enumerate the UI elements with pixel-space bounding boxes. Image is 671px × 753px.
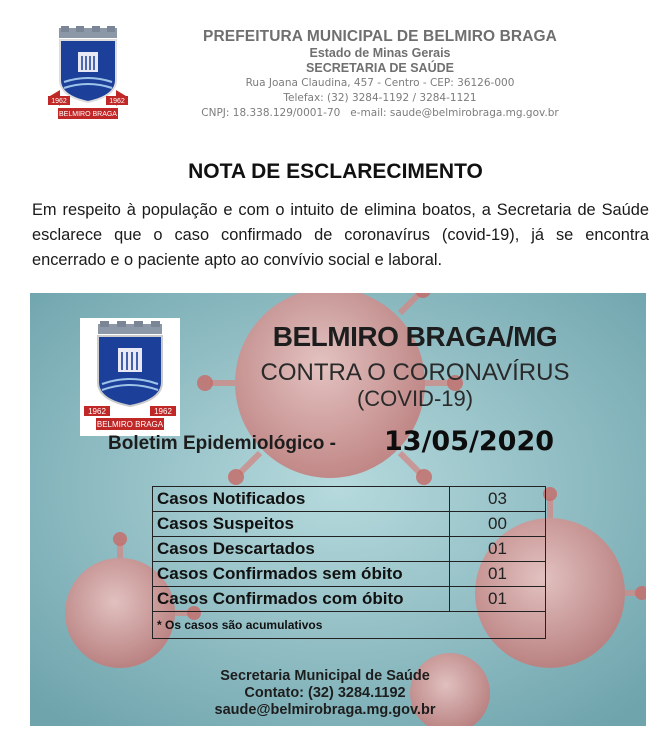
footer-contact: Contato: (32) 3284.1192 bbox=[244, 685, 406, 701]
poster-title: BELMIRO BRAGA/MG bbox=[272, 321, 558, 352]
poster-crest-icon bbox=[80, 318, 180, 436]
case-label: Casos Confirmados sem óbito bbox=[153, 562, 450, 587]
cnpj-email: CNPJ: 18.338.129/0001-70 e-mail: saude@belmirobraga.mg.gov.br bbox=[201, 107, 559, 119]
address: Rua Joana Claudina, 457 - Centro - CEP: 36126-000 bbox=[245, 77, 515, 89]
case-label: Casos Confirmados com óbito bbox=[153, 587, 450, 612]
poster-subtitle-covid: (COVID-19) bbox=[356, 386, 474, 411]
crest-year-right: 1962 bbox=[109, 98, 125, 105]
case-value: 00 bbox=[450, 512, 546, 537]
letterhead bbox=[170, 28, 590, 121]
note-body: Em respeito à população e com o intuito de elimina boatos, a Secretaria de Saúde esclarece que o caso confirmado de coronavírus (covid-19), já se encontra encerrado e o paciente apto ao convívio social e laboral. bbox=[32, 201, 649, 269]
case-value: 03 bbox=[450, 487, 546, 512]
case-label: Casos Suspeitos bbox=[153, 512, 450, 537]
poster-footer bbox=[180, 668, 470, 719]
case-value: 01 bbox=[450, 562, 546, 587]
case-label: Casos Notificados bbox=[153, 487, 450, 512]
cases-table bbox=[152, 486, 546, 639]
crest-banner: BELMIRO BRAGA bbox=[59, 111, 117, 118]
table-row bbox=[153, 587, 546, 612]
poster-crest-year-right: 1962 bbox=[154, 407, 172, 416]
crest-year-left: 1962 bbox=[51, 98, 67, 105]
municipal-crest-icon bbox=[46, 26, 130, 122]
covid-bulletin-poster bbox=[30, 293, 646, 726]
table-row bbox=[153, 537, 546, 562]
case-value: 01 bbox=[450, 537, 546, 562]
department-name: SECRETARIA DE SAÚDE bbox=[306, 61, 454, 75]
poster-crest-banner: BELMIRO BRAGA bbox=[96, 420, 164, 429]
poster-crest-year-left: 1962 bbox=[88, 407, 106, 416]
bulletin-date: 13/05/2020 bbox=[384, 426, 555, 457]
table-row bbox=[153, 612, 546, 639]
state-name: Estado de Minas Gerais bbox=[309, 46, 451, 60]
case-value: 01 bbox=[450, 587, 546, 612]
phones: Telefax: (32) 3284-1192 / 3284-1121 bbox=[283, 92, 477, 104]
bulletin-label: Boletim Epidemiológico - bbox=[108, 433, 337, 454]
poster-subtitle: CONTRA O CORONAVÍRUS bbox=[260, 359, 570, 386]
case-label: Casos Descartados bbox=[153, 537, 450, 562]
table-row bbox=[153, 562, 546, 587]
footer-email: saude@belmirobraga.mg.gov.br bbox=[214, 702, 436, 718]
table-row bbox=[153, 487, 546, 512]
note-title: NOTA DE ESCLARECIMENTO bbox=[188, 160, 483, 183]
org-name: PREFEITURA MUNICIPAL DE BELMIRO BRAGA bbox=[203, 28, 557, 45]
footnote: * Os casos são acumulativos bbox=[153, 612, 450, 639]
footer-department: Secretaria Municipal de Saúde bbox=[220, 668, 430, 684]
table-row bbox=[153, 512, 546, 537]
